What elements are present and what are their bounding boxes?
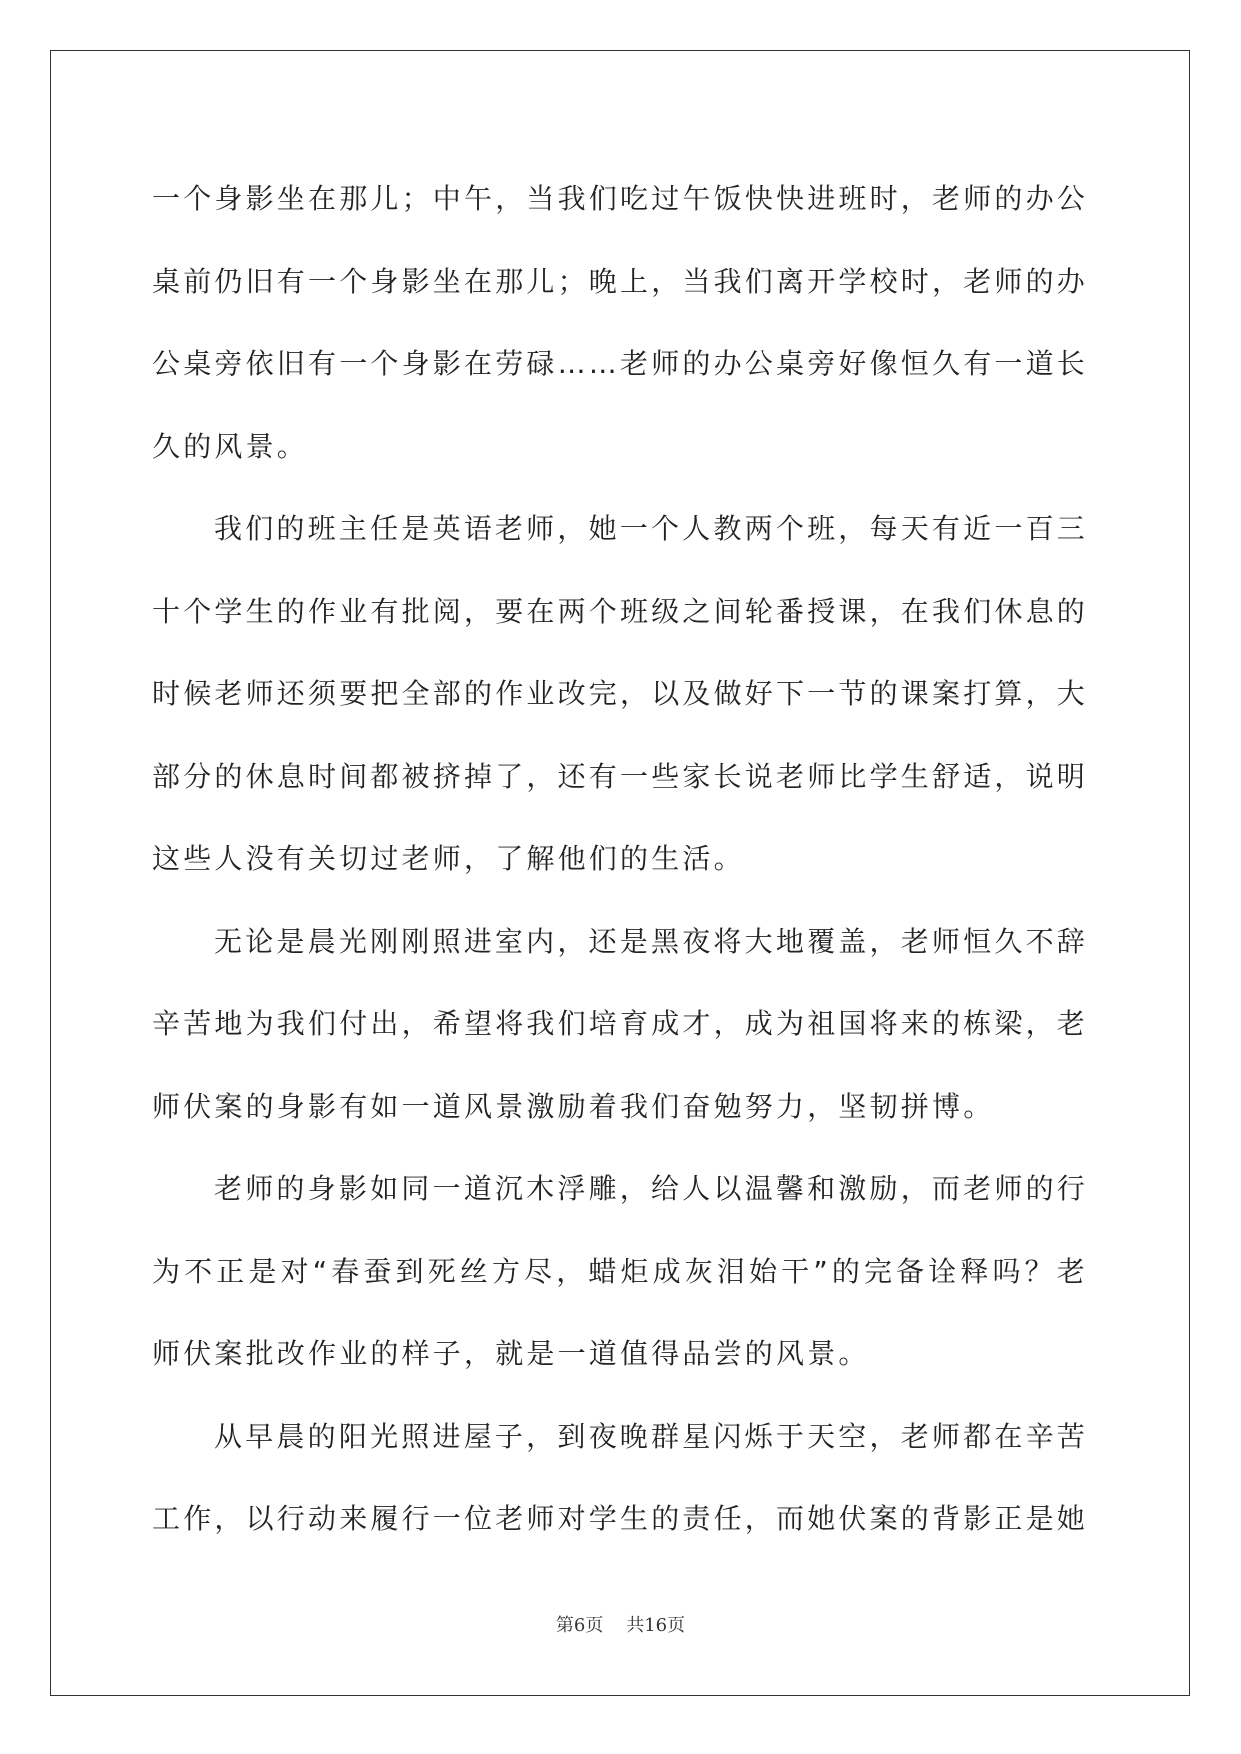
- paragraph-1: 一个身影坐在那儿；中午，当我们吃过午饭快快进班时，老师的办公桌前仍旧有一个身影坐在那儿；晚上，当我们离开学校时，老师的办公桌旁依旧有一个身影在劳碌……老师的办公桌旁好像恒久有一道长久的风景。: [152, 182, 1089, 463]
- paragraph-4: 老师的身影如同一道沉木浮雕，给人以温馨和激励，而老师的行为不正是对“春蚕到死丝方尽，蜡炬成灰泪始干”的完备诠释吗？老师伏案批改作业的样子，就是一道值得品尝的风景。: [152, 1172, 1088, 1370]
- page-number: 第6页: [555, 1615, 604, 1636]
- document-body: [152, 158, 1088, 1561]
- paragraph-3: 无论是晨光刚刚照进室内，还是黑夜将大地覆盖，老师恒久不辞辛苦地为我们付出，希望将我们培育成才，成为祖国将来的栋梁，老师伏案的身影有如一道风景激励着我们奋勉努力，坚韧拼博。: [152, 924, 1089, 1123]
- paragraph-5: 从早晨的阳光照进屋子，到夜晚群星闪烁于天空，老师都在辛苦工作，以行动来履行一位老师对学生的责任，而她伏案的背影正是她: [152, 1419, 1089, 1535]
- paragraph-2: 我们的班主任是英语老师，她一个人教两个班，每天有近一百三十个学生的作业有批阅，要在两个班级之间轮番授课，在我们休息的时候老师还须要把全部的作业改完，以及做好下一节的课案打算，大部分的休息时间都被挤掉了，还有一些家长说老师比学生舒适，说明这些人没有关切过老师，了解他们的生活。: [152, 512, 1089, 875]
- page-footer: [0, 1611, 1241, 1637]
- total-pages: 共16页: [626, 1615, 686, 1636]
